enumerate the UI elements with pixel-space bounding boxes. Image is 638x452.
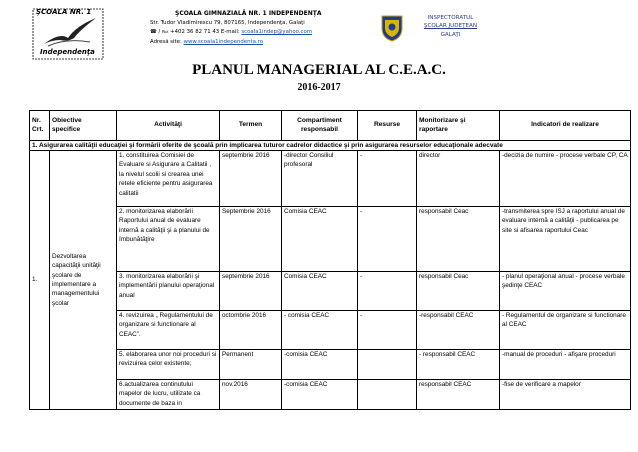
logo-title: ŞCOALA NR. 1 — [36, 8, 92, 16]
indicators-cell: -decizia de numire - procese verbale CP, CA — [500, 151, 631, 207]
logo-subtitle: Independenţa — [40, 48, 95, 56]
seagull-logo-icon — [30, 8, 106, 68]
inspectorate-line-2: ŞCOLAR JUDEŢEAN — [423, 23, 478, 30]
indicators-cell: - Regulamentul de organizare si functionare al CEAC — [500, 311, 631, 350]
table-row — [30, 272, 631, 311]
managerial-plan-table — [29, 110, 631, 410]
deadline-cell: Septembrie 2016 — [220, 207, 282, 272]
responsible-cell: - comisia CEAC — [282, 311, 358, 350]
activity-cell: 6.actualizarea continutului mapelor de lucru, utilizate ca documente de baza in — [117, 380, 220, 410]
responsible-cell: -comisia CEAC — [282, 350, 358, 380]
header-monitoring: Monitorizare şi raportare — [417, 111, 500, 141]
activity-cell: 1. constituirea Comisiei de Evaluare si Asigurare a Calitatii , la nivelul scolii si crearea unei retele eficiente pentru asigurarea calitatii — [117, 151, 220, 207]
monitoring-cell: responsabil CEAC — [417, 380, 500, 410]
website-link[interactable]: www.scoala1independenta.ro — [183, 38, 264, 45]
resources-cell: - — [358, 207, 417, 272]
monitoring-cell: -responsabil CEAC — [417, 311, 500, 350]
objective-cell: Dezvoltarea capacităţii unităţii şcolare de implementare a managementului şcolar — [50, 151, 117, 410]
responsible-cell: -director Consiliul profesoral — [282, 151, 358, 207]
activity-cell: 2. monitorizarea elaborării Raportului anual de evaluare internă a calităţii şi a planului de îmbunătăţire — [117, 207, 220, 272]
school-website — [150, 38, 375, 48]
inspectorate-emblem-icon — [379, 14, 405, 42]
section-title: 1. Asigurarea calităţii educaţiei şi formării oferite de şcoală prin implicarea tuturor cadrelor didactice şi prin asigurarea resurselor educaţionale adecvate — [30, 141, 631, 151]
monitoring-cell: responsabil Ceac — [417, 272, 500, 311]
header-nr: Nr. Crt. — [30, 111, 50, 141]
indicators-cell: -transmiterea spre ISJ a raportului anual de evaluare internă a calităţii - publicarea pe site si afisarea raportului Ceac — [500, 207, 631, 272]
school-contact — [150, 9, 375, 47]
section-row — [30, 141, 631, 151]
responsible-cell: Comisia CEAC — [282, 207, 358, 272]
resources-cell: - — [358, 272, 417, 311]
header-deadline: Termen — [220, 111, 282, 141]
inspectorate-line-3: GALAŢI — [440, 31, 461, 38]
header-objectives: Obiective specifice — [50, 111, 117, 141]
website-label: Adresă site: — [150, 38, 182, 45]
school-name: ŞCOALA GIMNAZIALĂ NR. 1 INDEPENDENŢA — [175, 10, 322, 17]
responsible-cell: Comisia CEAC — [282, 272, 358, 311]
inspectorate-block — [408, 14, 493, 39]
header-activities: Activităţi — [117, 111, 220, 141]
indicators-cell: -manual de proceduri - afişare proceduri — [500, 350, 631, 380]
header-resources: Resurse — [358, 111, 417, 141]
document-year: 2016-2017 — [297, 82, 341, 93]
inspectorate-line-1: INSPECTORATUL — [427, 15, 474, 21]
email-link[interactable]: scoala1indep@yahoo.com — [241, 29, 313, 36]
table-row — [30, 207, 631, 272]
resources-cell: - — [358, 311, 417, 350]
resources-cell: - — [358, 151, 417, 207]
activity-cell: 4. revizuirea „ Regulamentului de organizare si functionare al CEAC”. — [117, 311, 220, 350]
row-number: 1. — [30, 151, 50, 410]
monitoring-cell: responsabil Ceac — [417, 207, 500, 272]
resources-cell — [358, 380, 417, 410]
monitoring-cell: - responsabil CEAC — [417, 350, 500, 380]
table-row — [30, 151, 631, 207]
deadline-cell: septembrie 2016 — [220, 272, 282, 311]
document-title: PLANUL MANAGERIAL AL C.E.A.C. — [192, 62, 446, 78]
school-address: Str. Tudor Vladimirescu 79, 807165, Independenţa, Galaţi — [150, 19, 305, 26]
school-phone-email — [150, 28, 375, 38]
activity-cell: 5. elaborarea unor noi proceduri si revizuirea celor existente; — [117, 350, 220, 380]
header-responsible: Compartiment responsabil — [282, 111, 358, 141]
header-indicators: Indicatori de realizare — [500, 111, 631, 141]
table-header-row — [30, 111, 631, 141]
table-row — [30, 380, 631, 410]
phone-line: ☎ / ℻ +402 36 82 71 43 E-mail: — [150, 29, 240, 36]
responsible-cell: -comisia CEAC — [282, 380, 358, 410]
deadline-cell: septembrie 2016 — [220, 151, 282, 207]
indicators-cell: - planul operaţional anual - procese verbale şedinţe CEAC — [500, 272, 631, 311]
deadline-cell: Permanent — [220, 350, 282, 380]
school-logo — [30, 8, 106, 68]
monitoring-cell: director — [417, 151, 500, 207]
resources-cell — [358, 350, 417, 380]
activity-cell: 3. monitorizarea elaborării şi implementării planului operaţional anual — [117, 272, 220, 311]
deadline-cell: nov.2016 — [220, 380, 282, 410]
indicators-cell: -fise de verificare a mapelor — [500, 380, 631, 410]
deadline-cell: octombrie 2016 — [220, 311, 282, 350]
table-row — [30, 311, 631, 350]
table-row — [30, 350, 631, 380]
